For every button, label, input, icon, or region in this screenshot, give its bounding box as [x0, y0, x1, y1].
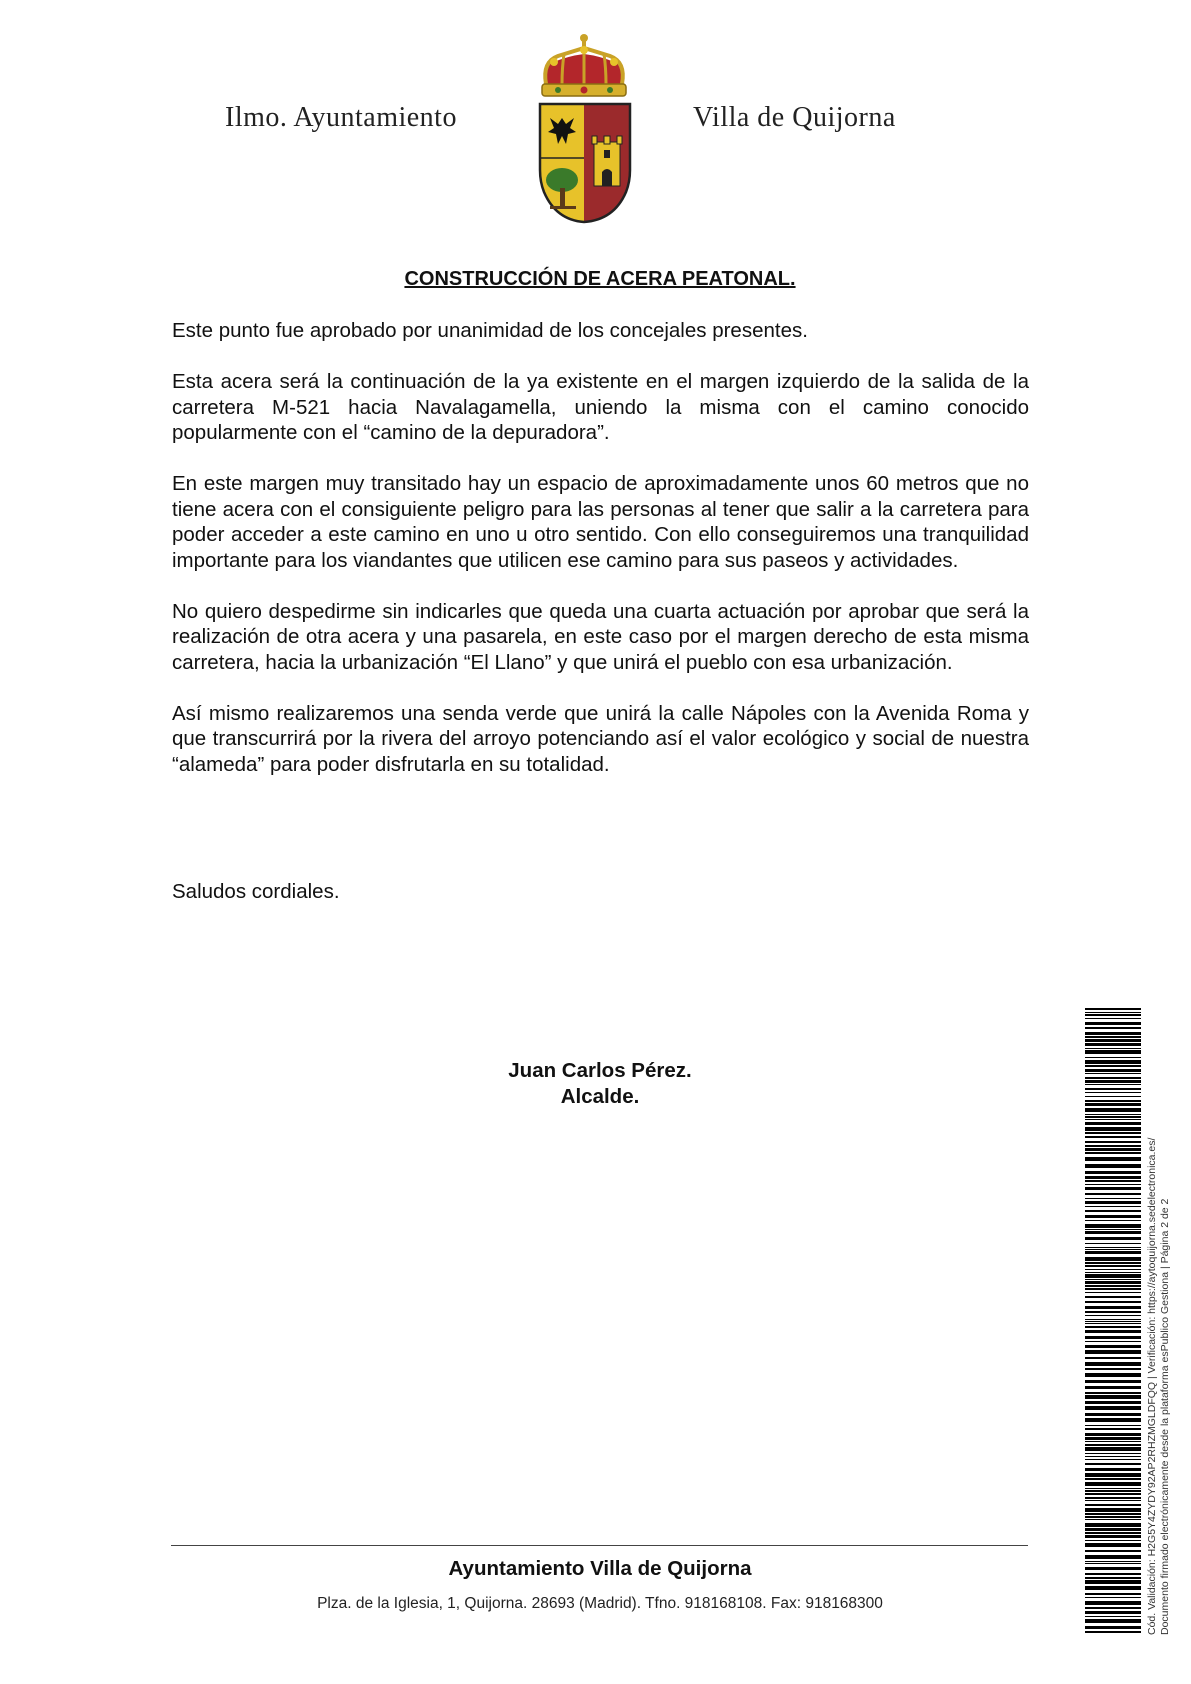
- barcode-bar: [1085, 1285, 1141, 1287]
- barcode-bar: [1085, 1073, 1141, 1074]
- barcode-bar: [1085, 1201, 1141, 1204]
- barcode-bar: [1085, 1437, 1141, 1440]
- barcode-bar: [1085, 1500, 1141, 1501]
- barcode-bar: [1085, 1368, 1141, 1370]
- barcode-bar: [1085, 1265, 1141, 1267]
- barcode-bar: [1085, 1323, 1141, 1324]
- paragraph: Este punto fue aprobado por unanimidad de los concejales presentes.: [172, 319, 808, 342]
- barcode-bar: [1085, 1180, 1141, 1182]
- barcode-bar: [1085, 1187, 1141, 1190]
- barcode-bar: [1085, 1243, 1141, 1244]
- barcode-bar: [1085, 1012, 1141, 1013]
- barcode-bar: [1085, 1473, 1141, 1477]
- barcode-bar: [1085, 1057, 1141, 1058]
- barcode-bar: [1085, 1418, 1141, 1422]
- barcode-bar: [1085, 1127, 1141, 1131]
- barcode-bar: [1085, 1459, 1141, 1460]
- barcode-bar: [1085, 1441, 1141, 1442]
- barcode-bar: [1085, 1080, 1141, 1083]
- barcode-bar: [1085, 1433, 1141, 1436]
- barcode-bar: [1085, 1193, 1141, 1195]
- barcode-bar: [1085, 1577, 1141, 1579]
- barcode-bar: [1085, 1362, 1141, 1366]
- barcode-bar: [1085, 1386, 1141, 1389]
- barcode-bar: [1085, 1008, 1141, 1010]
- barcode-bar: [1085, 1092, 1141, 1093]
- barcode-bar: [1085, 1453, 1141, 1454]
- barcode-bar: [1085, 1444, 1141, 1446]
- barcode-bar: [1085, 1288, 1141, 1290]
- barcode-bar: [1085, 1601, 1141, 1605]
- barcode-bar: [1085, 1257, 1141, 1261]
- barcode-bar: [1085, 1330, 1141, 1333]
- barcode-bar: [1085, 1220, 1141, 1221]
- barcode-bar: [1085, 1249, 1141, 1250]
- barcode-bar: [1085, 1237, 1141, 1240]
- barcode-bar: [1085, 1336, 1141, 1339]
- shield-icon: [540, 104, 630, 222]
- barcode-bar: [1085, 1523, 1141, 1527]
- barcode-bar: [1085, 1616, 1141, 1617]
- barcode-bar: [1085, 1269, 1141, 1270]
- barcode-bar: [1085, 1088, 1141, 1090]
- crown-icon: [542, 34, 626, 96]
- barcode-bar: [1085, 1050, 1141, 1054]
- barcode-bar: [1085, 1311, 1141, 1313]
- validation-line: Cód. Validación: H2G5Y4ZYDY92AP2RHZMGLDFQQ | Verificación: https://aytoquijorna.sedelectronica.es/: [1146, 1137, 1158, 1635]
- barcode-bar: [1085, 1210, 1141, 1212]
- barcode-bar: [1085, 1497, 1141, 1499]
- validation-stamp: [1146, 1138, 1172, 1635]
- barcode-bar: [1085, 1069, 1141, 1072]
- barcode-bar: [1085, 1425, 1141, 1426]
- barcode-bar: [1085, 1119, 1141, 1120]
- barcode-bar: [1085, 1573, 1141, 1575]
- barcode-bar: [1085, 1345, 1141, 1348]
- barcode-bar: [1085, 1164, 1141, 1168]
- barcode-bar: [1085, 1380, 1141, 1383]
- barcode-bar: [1085, 1607, 1141, 1609]
- barcode-bar: [1085, 1132, 1141, 1134]
- barcode-bar: [1085, 1567, 1141, 1570]
- barcode-bar: [1085, 1077, 1141, 1079]
- barcode-bar: [1085, 1321, 1141, 1322]
- paragraph: En este margen muy transitado hay un espacio de aproximadamente unos 60 metros que no tiene acera con el consiguiente peligro para las personas al tener que salir a la carretera para poder acceder a este camino en uno u otro sentido. Con ello conseguiremos una tranquilidad importante para los viandantes que utilicen ese camino para sus paseos y actividades.: [172, 472, 1029, 572]
- document-body: [172, 318, 1029, 803]
- barcode-bar: [1085, 1229, 1141, 1230]
- barcode-bar: [1085, 1272, 1141, 1273]
- barcode-bar: [1085, 1528, 1141, 1531]
- barcode-bar: [1085, 1593, 1141, 1595]
- barcode-bar: [1085, 1018, 1141, 1019]
- barcode-bar: [1085, 1540, 1141, 1541]
- barcode-bar: [1085, 1014, 1141, 1016]
- barcode-bar: [1085, 1157, 1141, 1161]
- barcode-bar: [1085, 1401, 1141, 1404]
- barcode-bar: [1085, 1224, 1141, 1228]
- barcode-bar: [1085, 1116, 1141, 1118]
- barcode-bar: [1085, 1488, 1141, 1489]
- barcode-bar: [1085, 1301, 1141, 1303]
- barcode-bar: [1085, 1279, 1141, 1280]
- barcode-bar: [1085, 1100, 1141, 1102]
- barcode-bar: [1085, 1065, 1141, 1067]
- barcode-bar: [1085, 1103, 1141, 1106]
- barcode-bar: [1085, 1296, 1141, 1298]
- barcode-bar: [1085, 1504, 1141, 1506]
- barcode-bar: [1085, 1447, 1141, 1451]
- barcode-bar: [1085, 1626, 1141, 1629]
- barcode-bar: [1085, 1176, 1141, 1179]
- barcode-bar: [1085, 1395, 1141, 1399]
- barcode-bar: [1085, 1413, 1141, 1416]
- signatory-name: Juan Carlos Pérez.: [508, 1059, 692, 1082]
- barcode-bar: [1085, 1519, 1141, 1520]
- barcode-bar: [1085, 1392, 1141, 1394]
- signatory-role: Alcalde.: [560, 1085, 640, 1108]
- barcode-bar: [1085, 1508, 1141, 1512]
- barcode-bar: [1085, 1478, 1141, 1480]
- barcode-bar: [1085, 1114, 1141, 1115]
- barcode-bar: [1085, 1184, 1141, 1185]
- barcode-bar: [1085, 1145, 1141, 1147]
- barcode-bar: [1085, 1611, 1141, 1614]
- barcode-bar: [1085, 1543, 1141, 1547]
- barcode-bar: [1085, 1563, 1141, 1564]
- barcode-bar: [1085, 1535, 1141, 1538]
- validation-line: Documento firmado electrónicamente desde la plataforma esPublico Gestiona | Página 2 de 2: [1159, 1198, 1171, 1635]
- barcode-bar: [1085, 1141, 1141, 1143]
- document-title: CONSTRUCCIÓN DE ACERA PEATONAL.: [404, 268, 796, 290]
- barcode-bar: [1085, 1619, 1141, 1623]
- barcode-bar: [1085, 1561, 1141, 1562]
- barcode-bar: [1085, 1373, 1141, 1377]
- header-right-text: Villa de Quijorna: [693, 102, 896, 133]
- barcode-bar: [1085, 1198, 1141, 1199]
- barcode-bar: [1085, 1084, 1141, 1085]
- barcode-bar: [1085, 1490, 1141, 1492]
- barcode-bar: [1085, 1482, 1141, 1486]
- barcode-bar: [1085, 1597, 1141, 1598]
- barcode-bar: [1085, 1281, 1141, 1284]
- barcode-bar: [1085, 1122, 1141, 1125]
- barcode-bar: [1085, 1152, 1141, 1154]
- barcode-bar: [1085, 1468, 1141, 1471]
- barcode-bar: [1085, 1357, 1141, 1359]
- barcode-bar: [1085, 1532, 1141, 1534]
- footer-title: Ayuntamiento Villa de Quijorna: [448, 1557, 752, 1580]
- barcode-bar: [1085, 1513, 1141, 1515]
- barcode-bar: [1085, 1048, 1141, 1049]
- barcode-bar: [1085, 1463, 1141, 1465]
- footer-divider: [171, 1545, 1028, 1546]
- barcode-bar: [1085, 1108, 1141, 1112]
- barcode-bar: [1085, 1036, 1141, 1038]
- barcode-bar: [1085, 1586, 1141, 1590]
- barcode-bar: [1085, 1326, 1141, 1328]
- barcode-bar: [1085, 1262, 1141, 1264]
- barcode-bar: [1085, 1428, 1141, 1430]
- barcode-bar: [1085, 1027, 1141, 1029]
- barcode-bar: [1085, 1022, 1141, 1025]
- barcode-bar: [1085, 1406, 1141, 1410]
- barcode-bar: [1085, 1215, 1141, 1218]
- barcode-bar: [1085, 1493, 1141, 1495]
- barcode-bar: [1085, 1231, 1141, 1234]
- barcode-icon: [1085, 1008, 1141, 1633]
- barcode-bar: [1085, 1148, 1141, 1151]
- barcode-bar: [1085, 1550, 1141, 1552]
- barcode-bar: [1085, 1274, 1141, 1278]
- paragraph: No quiero despedirme sin indicarles que queda una cuarta actuación por aprobar que será la realización de otra acera y una pasarela, en este caso por el margen derecho de esta misma carretera, hacia la urbanización “El Llano” y que unirá el pueblo con esa urbanización.: [172, 599, 1029, 674]
- barcode-bar: [1085, 1580, 1141, 1584]
- barcode-bar: [1085, 1341, 1141, 1342]
- barcode-bar: [1085, 1319, 1141, 1320]
- barcode-bar: [1085, 1555, 1141, 1559]
- coat-of-arms-logo: [532, 32, 637, 228]
- barcode-bar: [1085, 1039, 1141, 1042]
- closing-text: Saludos cordiales.: [172, 880, 340, 903]
- barcode-bar: [1085, 1631, 1141, 1633]
- footer-address: Plza. de la Iglesia, 1, Quijorna. 28693 (Madrid). Tfno. 918168108. Fax: 918168300: [317, 1595, 883, 1612]
- barcode-bar: [1085, 1516, 1141, 1518]
- paragraph: Esta acera será la continuación de la ya existente en el margen izquierdo de la salida de la carretera M-521 hacia Navalagamella, uniendo la misma con el camino conocido popularmente con el “camino de la depuradora”.: [172, 370, 1029, 444]
- barcode-bar: [1085, 1032, 1141, 1035]
- barcode-bar: [1085, 1292, 1141, 1293]
- barcode-bar: [1085, 1171, 1141, 1174]
- barcode-bar: [1085, 1136, 1141, 1138]
- header-left-text: Ilmo. Ayuntamiento: [225, 102, 457, 133]
- barcode-bar: [1085, 1060, 1141, 1064]
- barcode-bar: [1085, 1251, 1141, 1254]
- barcode-bar: [1085, 1206, 1141, 1207]
- signature-block: [172, 1058, 1028, 1110]
- barcode-bar: [1085, 1315, 1141, 1316]
- barcode-bar: [1085, 1306, 1141, 1309]
- barcode-bar: [1085, 1043, 1141, 1046]
- barcode-bar: [1085, 1350, 1141, 1354]
- barcode-bar: [1085, 1247, 1141, 1248]
- barcode-bar: [1085, 1096, 1141, 1097]
- barcode-bar: [1085, 1456, 1141, 1457]
- paragraph: Así mismo realizaremos una senda verde que unirá la calle Nápoles con la Avenida Roma y que transcurrirá por la rivera del arroyo potenciando así el valor ecológico y social de nuestra “alameda” para poder disfrutarla en su totalidad.: [172, 701, 1029, 776]
